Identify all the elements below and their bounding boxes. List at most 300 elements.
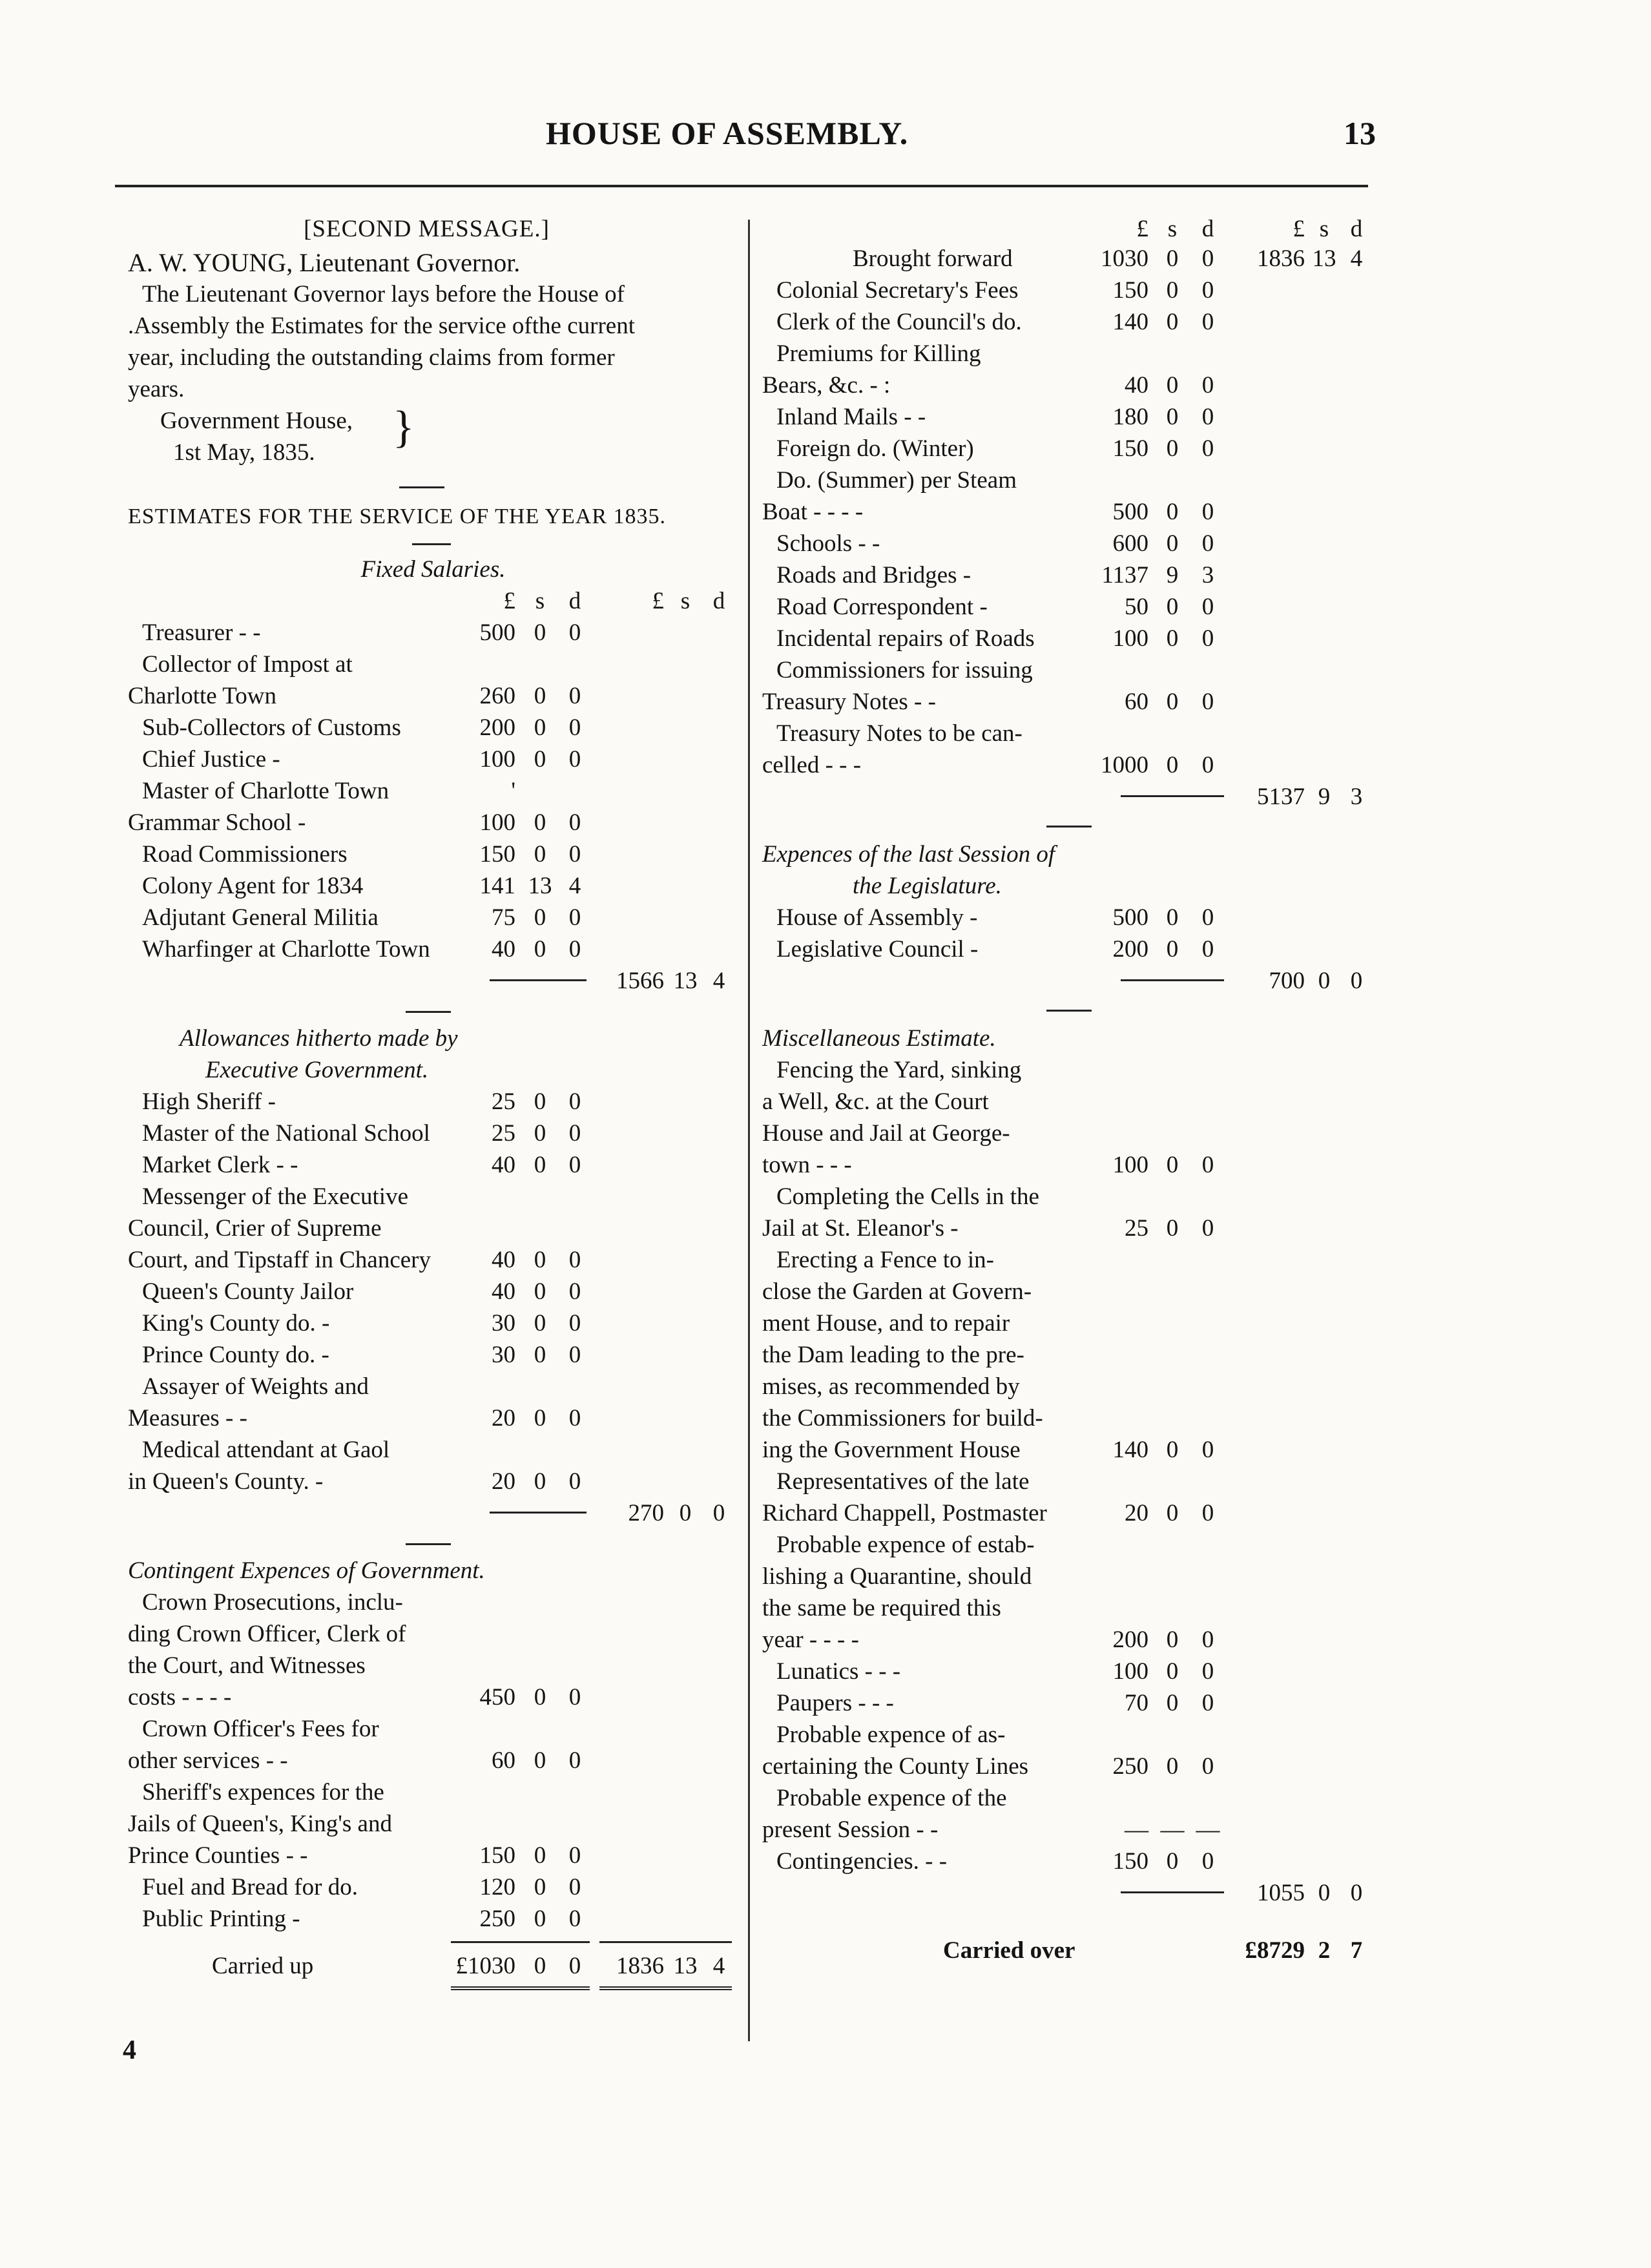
misc-row (762, 1782, 1382, 1814)
fixed-salary-row (128, 649, 738, 680)
intro-text: year, including the outstanding claims from former (128, 344, 615, 371)
misc-row (762, 1846, 1382, 1877)
pence-header-2: d (1350, 216, 1363, 242)
fixed-salary-pence: 0 (568, 619, 581, 646)
fixed-salary-row (128, 712, 738, 744)
allowance-shillings: 0 (534, 1152, 546, 1178)
legislature-row (762, 902, 1382, 933)
misc-row (762, 1054, 1382, 1086)
misc-label: Contingencies. - - (776, 1848, 948, 1875)
estimate-row (762, 464, 1382, 496)
misc-label: Probable expence of as- (776, 1722, 1006, 1748)
carried-over-shillings: 2 (1318, 1937, 1331, 1964)
brought-forward-label: Brought forward (853, 245, 1013, 272)
allowance-pence: 0 (568, 1247, 581, 1273)
allowance-row (128, 1181, 738, 1212)
estimate-row (762, 749, 1382, 781)
misc-label: Probable expence of the (776, 1785, 1007, 1811)
misc-pounds: 25 (1125, 1215, 1148, 1242)
allowance-row (128, 1339, 738, 1371)
fixed-salary-pence: 0 (568, 746, 581, 773)
misc-label: mises, as recommended by (762, 1373, 1020, 1400)
contingent-label: Sheriff's expences for the (142, 1779, 384, 1805)
misc-pounds: 70 (1125, 1690, 1148, 1716)
estimate-pounds: 500 (1112, 499, 1148, 525)
misc-label: House and Jail at George- (762, 1120, 1010, 1147)
contingent-pounds: 60 (492, 1747, 515, 1774)
misc-row (762, 1592, 1382, 1624)
fixed-salaries-list (128, 617, 738, 965)
allowance-pence: 0 (568, 1310, 581, 1337)
double-rule-2 (599, 1986, 732, 1990)
subtotal-pounds: 5137 (1257, 784, 1305, 810)
contingent-pence: 0 (568, 1874, 581, 1900)
misc-row (762, 1086, 1382, 1118)
allowances-total-pounds: 270 (628, 1500, 664, 1526)
legislature-label: Legislative Council - (776, 936, 979, 962)
misc-row (762, 1719, 1382, 1751)
estimate-pounds: 50 (1125, 594, 1148, 620)
misc-label: a Well, &c. at the Court (762, 1088, 989, 1115)
brought-forward-pence: 0 (1201, 245, 1214, 272)
carry-rule-2 (599, 1941, 732, 1943)
right-estimates-list (762, 275, 1382, 781)
misc-label: Completing the Cells in the (776, 1183, 1039, 1210)
misc-label: Probable expence of estab- (776, 1532, 1035, 1558)
estimate-pounds: 140 (1112, 309, 1148, 335)
misc-label: the Dam leading to the pre- (762, 1342, 1024, 1368)
fixed-salary-shillings: 0 (534, 746, 546, 773)
column-divider (748, 220, 750, 2041)
fixed-salary-label: Master of Charlotte Town (142, 778, 389, 804)
estimate-row (762, 306, 1382, 338)
contingent-label: the Court, and Witnesses (128, 1652, 366, 1679)
allowance-label: Prince County do. - (142, 1342, 329, 1368)
misc-label: ing the Government House (762, 1437, 1021, 1463)
misc-total-shillings: 0 (1318, 1880, 1331, 1906)
pence-header: d (1201, 216, 1214, 242)
misc-list (762, 1054, 1382, 1877)
intro-paragraph (128, 278, 738, 405)
carry-rule (451, 1941, 590, 1943)
fixed-salary-row (128, 744, 738, 775)
misc-row (762, 1814, 1382, 1846)
misc-shillings: — (1160, 1816, 1185, 1843)
misc-label: ment House, and to repair (762, 1310, 1010, 1337)
fixed-salary-pounds: 150 (479, 841, 515, 868)
estimate-row (762, 559, 1382, 591)
pence-header-2: d (712, 588, 725, 614)
fixed-salary-pounds: 100 (479, 809, 515, 836)
carried-up-pence-2: 4 (712, 1953, 725, 1979)
misc-label: close the Garden at Govern- (762, 1278, 1032, 1305)
double-rule (451, 1986, 590, 1990)
allowance-shillings: 0 (534, 1120, 546, 1147)
section-rule (1046, 826, 1092, 827)
section-rule (406, 1011, 451, 1013)
misc-label: Erecting a Fence to in- (776, 1247, 994, 1273)
misc-row (762, 1276, 1382, 1307)
allowance-pounds: 20 (492, 1405, 515, 1431)
fixed-salary-pounds: 100 (479, 746, 515, 773)
pound-header-2: £ (1293, 216, 1305, 242)
allowance-pounds: 30 (492, 1342, 515, 1368)
legislature-row (762, 933, 1382, 965)
misc-heading: Miscellaneous Estimate. (762, 1025, 996, 1052)
misc-row (762, 1339, 1382, 1371)
misc-row (762, 1751, 1382, 1782)
page-header (0, 115, 1651, 163)
allowance-row (128, 1149, 738, 1181)
allowance-row (128, 1466, 738, 1497)
contingent-pence: 0 (568, 1684, 581, 1711)
contingent-row (128, 1681, 738, 1713)
estimate-pounds: 1000 (1101, 752, 1148, 778)
legislature-total-pounds: 700 (1269, 968, 1305, 994)
fixed-salary-label: Treasurer - - (142, 619, 261, 646)
estimate-pounds: 40 (1125, 372, 1148, 399)
misc-label: Jail at St. Eleanor's - (762, 1215, 959, 1242)
allowance-label: Medical attendant at Gaol (142, 1437, 390, 1463)
allowance-shillings: 0 (534, 1405, 546, 1431)
estimate-pence: 0 (1201, 435, 1214, 462)
contingent-shillings: 0 (534, 1842, 546, 1869)
brace-mark: } (393, 402, 415, 452)
fixed-salary-row (128, 680, 738, 712)
right-column (762, 213, 1382, 1966)
misc-row (762, 1687, 1382, 1719)
intro-line (128, 278, 738, 310)
fixed-salary-row (128, 807, 738, 838)
fixed-salary-label: Adjutant General Militia (142, 904, 379, 931)
allowance-pounds: 40 (492, 1247, 515, 1273)
fixed-salary-pounds: 200 (479, 714, 515, 741)
subtotal-rule (1121, 1891, 1224, 1893)
misc-row (762, 1149, 1382, 1181)
misc-shillings: 0 (1166, 1627, 1179, 1653)
allowance-pence: 0 (568, 1278, 581, 1305)
carried-up-pounds-2: 1836 (616, 1953, 664, 1979)
section-rule (1046, 1010, 1092, 1012)
misc-shillings: 0 (1166, 1215, 1179, 1242)
fixed-salary-pence: 0 (568, 904, 581, 931)
allowance-label: Assayer of Weights and (142, 1373, 369, 1400)
brought-forward-shillings-2: 13 (1312, 245, 1336, 272)
misc-row (762, 1118, 1382, 1149)
carried-up-pounds: £1030 (455, 1953, 515, 1979)
contingent-shillings: 0 (534, 1906, 546, 1932)
estimate-row (762, 718, 1382, 749)
estimate-pence: 0 (1201, 404, 1214, 430)
allowance-row (128, 1086, 738, 1118)
misc-row (762, 1244, 1382, 1276)
misc-pounds: 150 (1112, 1848, 1148, 1875)
estimate-label: Treasury Notes to be can- (776, 720, 1023, 747)
contingent-row (128, 1776, 738, 1808)
fixed-total-pence: 4 (712, 968, 725, 994)
contingent-row (128, 1745, 738, 1776)
allowance-pounds: 25 (492, 1120, 515, 1147)
estimate-shillings: 0 (1166, 752, 1179, 778)
allowance-pence: 0 (568, 1405, 581, 1431)
carried-up-shillings: 0 (534, 1953, 546, 1979)
estimates-heading: ESTIMATES FOR THE SERVICE OF THE YEAR 1835. (128, 505, 667, 528)
allowance-label: King's County do. - (142, 1310, 330, 1337)
contingent-shillings: 0 (534, 1684, 546, 1711)
pound-header: £ (503, 588, 515, 614)
allowance-shillings: 0 (534, 1310, 546, 1337)
fixed-salary-pounds: 500 (479, 619, 515, 646)
contingent-row (128, 1618, 738, 1650)
estimate-pence: 0 (1201, 625, 1214, 652)
contingent-row (128, 1871, 738, 1903)
misc-pence: 0 (1201, 1627, 1214, 1653)
estimate-shillings: 0 (1166, 435, 1179, 462)
contingent-heading: Contingent Expences of Government. (128, 1557, 485, 1584)
estimate-pounds: 60 (1125, 689, 1148, 715)
estimate-label: Treasury Notes - - (762, 689, 936, 715)
estimate-shillings: 0 (1166, 499, 1179, 525)
fixed-salary-label: Chief Justice - (142, 746, 280, 773)
estimate-shillings: 0 (1166, 530, 1179, 557)
estimate-pence: 0 (1201, 752, 1214, 778)
misc-label: Lunatics - - - (776, 1658, 901, 1685)
misc-label: lishing a Quarantine, should (762, 1563, 1032, 1590)
allowance-row (128, 1371, 738, 1402)
misc-label: town - - - (762, 1152, 852, 1178)
fixed-salary-pence: 0 (568, 841, 581, 868)
fixed-salary-pounds: 40 (492, 936, 515, 962)
estimate-pounds: 150 (1112, 277, 1148, 304)
estimate-pence: 0 (1201, 277, 1214, 304)
legislature-heading-1: Expences of the last Session of (762, 841, 1055, 868)
misc-row (762, 1307, 1382, 1339)
allowance-pounds: 25 (492, 1088, 515, 1115)
misc-shillings: 0 (1166, 1753, 1179, 1780)
fixed-salary-label: Wharfinger at Charlotte Town (142, 936, 430, 962)
misc-pence: 0 (1201, 1753, 1214, 1780)
brought-forward-shillings: 0 (1166, 245, 1179, 272)
contingent-pence: 0 (568, 1842, 581, 1869)
contingent-row (128, 1713, 738, 1745)
fixed-salary-shillings: 0 (534, 714, 546, 741)
misc-pounds: 100 (1112, 1658, 1148, 1685)
estimate-pounds: 150 (1112, 435, 1148, 462)
estimate-row (762, 496, 1382, 528)
misc-row (762, 1181, 1382, 1212)
misc-label: present Session - - (762, 1816, 939, 1843)
fixed-salary-pounds: 260 (479, 683, 515, 709)
misc-pounds: 140 (1112, 1437, 1148, 1463)
misc-pence: — (1196, 1816, 1220, 1843)
legislature-pence: 0 (1201, 936, 1214, 962)
allowance-row (128, 1118, 738, 1149)
estimate-label: Foreign do. (Winter) (776, 435, 974, 462)
legislature-pence: 0 (1201, 904, 1214, 931)
carried-over-pence: 7 (1350, 1937, 1363, 1964)
contingent-row (128, 1650, 738, 1681)
estimate-shillings: 0 (1166, 625, 1179, 652)
section-rule (412, 543, 451, 545)
allowance-label: Messenger of the Executive (142, 1183, 408, 1210)
estimate-pounds: 600 (1112, 530, 1148, 557)
fixed-salary-label: Grammar School - (128, 809, 306, 836)
misc-label: Richard Chappell, Postmaster (762, 1500, 1047, 1526)
governor-line: A. W. YOUNG, Lieutenant Governor. (128, 248, 521, 277)
subtotal-rule (1121, 795, 1224, 797)
fixed-salary-shillings: 0 (534, 619, 546, 646)
estimate-label: Colonial Secretary's Fees (776, 277, 1019, 304)
message-label: [SECOND MESSAGE.] (304, 216, 550, 242)
allowance-shillings: 0 (534, 1278, 546, 1305)
allowance-shillings: 0 (534, 1247, 546, 1273)
legislature-total-pence: 0 (1350, 968, 1363, 994)
estimate-pence: 0 (1201, 530, 1214, 557)
misc-row (762, 1656, 1382, 1687)
brought-forward-pounds: 1030 (1101, 245, 1148, 272)
contingent-pounds: 120 (479, 1874, 515, 1900)
fixed-salary-label: Sub-Collectors of Customs (142, 714, 401, 741)
intro-line (128, 342, 738, 373)
fixed-salary-pounds: 75 (492, 904, 515, 931)
carried-over-pounds: £8729 (1245, 1937, 1305, 1964)
subtotal-pence: 3 (1350, 784, 1363, 810)
legislature-pounds: 500 (1112, 904, 1148, 931)
contingent-list (128, 1587, 738, 1935)
misc-total-pence: 0 (1350, 1880, 1363, 1906)
fixed-salary-pounds: ' (511, 778, 515, 804)
estimate-pounds: 1137 (1101, 562, 1148, 588)
misc-row (762, 1402, 1382, 1434)
fixed-salary-shillings: 0 (534, 904, 546, 931)
shilling-header: s (1167, 216, 1178, 242)
fixed-salaries-heading: Fixed Salaries. (360, 556, 506, 583)
contingent-row (128, 1903, 738, 1935)
fixed-salary-pence: 0 (568, 809, 581, 836)
misc-row (762, 1466, 1382, 1497)
misc-row (762, 1212, 1382, 1244)
legislature-pounds: 200 (1112, 936, 1148, 962)
estimate-row (762, 528, 1382, 559)
contingent-label: Crown Officer's Fees for (142, 1716, 379, 1742)
left-column (128, 213, 738, 1999)
allowance-row (128, 1434, 738, 1466)
contingent-label: Fuel and Bread for do. (142, 1874, 358, 1900)
allowance-shillings: 0 (534, 1468, 546, 1495)
allowance-shillings: 0 (534, 1088, 546, 1115)
misc-pounds: 20 (1125, 1500, 1148, 1526)
estimate-pounds: 100 (1112, 625, 1148, 652)
fixed-salary-row (128, 617, 738, 649)
contingent-shillings: 0 (534, 1747, 546, 1774)
subtotal-rule (490, 1512, 587, 1514)
fixed-salary-pounds: 141 (479, 873, 515, 899)
estimate-row (762, 433, 1382, 464)
allowances-total-shillings: 0 (679, 1500, 692, 1526)
misc-pence: 0 (1201, 1152, 1214, 1178)
estimate-pence: 0 (1201, 594, 1214, 620)
fixed-salary-row (128, 870, 738, 902)
fixed-salary-shillings: 0 (534, 936, 546, 962)
misc-label: Representatives of the late (776, 1468, 1030, 1495)
estimate-shillings: 0 (1166, 372, 1179, 399)
contingent-label: ding Crown Officer, Clerk of (128, 1621, 406, 1647)
allowance-pence: 0 (568, 1468, 581, 1495)
pence-header: d (568, 588, 581, 614)
estimate-label: celled - - - (762, 752, 862, 778)
intro-text: years. (128, 376, 185, 402)
estimate-label: Clerk of the Council's do. (776, 309, 1022, 335)
fixed-salary-label: Road Commissioners (142, 841, 348, 868)
estimate-label: Roads and Bridges - (776, 562, 971, 588)
misc-pence: 0 (1201, 1848, 1214, 1875)
estimate-pence: 3 (1201, 562, 1214, 588)
misc-row (762, 1434, 1382, 1466)
misc-label: certaining the County Lines (762, 1753, 1029, 1780)
subtotal-shillings: 9 (1318, 784, 1331, 810)
misc-label: Fencing the Yard, sinking (776, 1057, 1022, 1083)
fixed-salary-label: Colony Agent for 1834 (142, 873, 364, 899)
allowance-pence: 0 (568, 1088, 581, 1115)
fixed-total-pounds: 1566 (616, 968, 664, 994)
estimate-row (762, 686, 1382, 718)
subtotal-rule (490, 979, 587, 981)
fixed-salary-pence: 0 (568, 936, 581, 962)
allowance-pence: 0 (568, 1152, 581, 1178)
estimate-label: Boat - - - - (762, 499, 864, 525)
legislature-heading-2: the Legislature. (853, 873, 1002, 899)
pound-header-2: £ (652, 588, 664, 614)
estimate-pence: 0 (1201, 689, 1214, 715)
estimate-row (762, 338, 1382, 369)
page-title: HOUSE OF ASSEMBLY. (546, 115, 909, 151)
legislature-label: House of Assembly - (776, 904, 978, 931)
estimate-shillings: 9 (1166, 562, 1179, 588)
fixed-salary-shillings: 0 (534, 809, 546, 836)
allowance-label: Queen's County Jailor (142, 1278, 354, 1305)
allowances-list (128, 1086, 738, 1497)
allowance-row (128, 1244, 738, 1276)
estimate-row (762, 401, 1382, 433)
brought-forward-pounds-2: 1836 (1257, 245, 1305, 272)
allowances-total-pence: 0 (712, 1500, 725, 1526)
estimate-label: Incidental repairs of Roads (776, 625, 1035, 652)
intro-line (128, 373, 738, 405)
fixed-salary-pence: 4 (568, 873, 581, 899)
estimate-shillings: 0 (1166, 594, 1179, 620)
contingent-row (128, 1587, 738, 1618)
section-rule (399, 486, 444, 488)
contingent-pounds: 450 (479, 1684, 515, 1711)
contingent-label: costs - - - - (128, 1684, 232, 1711)
page-number: 13 (1344, 115, 1376, 151)
allowance-label: Court, and Tipstaff in Chancery (128, 1247, 431, 1273)
place-line-1: Government House, (160, 408, 353, 434)
misc-pence: 0 (1201, 1658, 1214, 1685)
allowance-row (128, 1212, 738, 1244)
legislature-list (762, 902, 1382, 965)
brought-forward-pence-2: 4 (1350, 245, 1363, 272)
allowances-heading-1: Allowances hitherto made by (180, 1025, 458, 1052)
allowance-row (128, 1307, 738, 1339)
intro-text: The Lieutenant Governor lays before the House of (142, 281, 625, 307)
signature-mark: 4 (123, 2035, 136, 2065)
allowance-pounds: 40 (492, 1152, 515, 1178)
misc-total-pounds: 1055 (1257, 1880, 1305, 1906)
place-line-2: 1st May, 1835. (173, 439, 315, 466)
allowance-label: Market Clerk - - (142, 1152, 298, 1178)
allowance-label: High Sheriff - (142, 1088, 276, 1115)
